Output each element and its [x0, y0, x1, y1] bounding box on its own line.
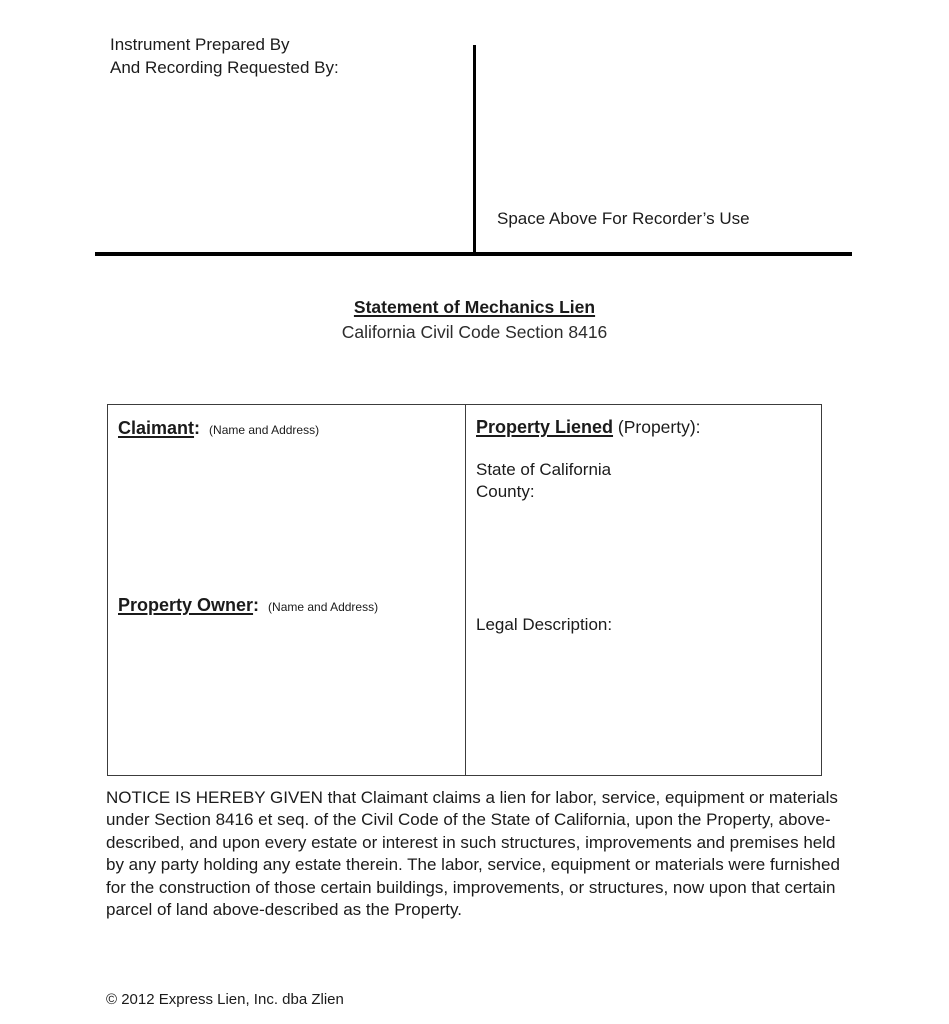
claimant-label: Claimant: [118, 418, 201, 438]
property-owner-hint: (Name and Address) [268, 600, 379, 614]
property-liened-suffix: (Property): [613, 417, 701, 437]
claimant-owner-cell [108, 405, 466, 775]
property-liened-label: Property Liened [476, 417, 614, 437]
property-liened-cell [466, 405, 821, 775]
recorder-horizontal-divider [95, 252, 852, 256]
prepared-by-line1: Instrument Prepared By [110, 35, 290, 54]
state-line: State of California [476, 460, 612, 479]
space-above-recorder-label: Space Above For Recorder’s Use [497, 209, 750, 228]
prepared-by-label [110, 33, 339, 79]
property-liened-heading [476, 417, 701, 438]
property-owner-label: Property Owner: [118, 595, 260, 615]
claimant-heading [118, 418, 319, 439]
notice-paragraph: NOTICE IS HEREBY GIVEN that Claimant claims a lien for labor, service, equipment or materials under Section 8416 et seq. of the Civil Code of the State of California, upon the Property, above-described, and upon every estate or interest in such structures, improvements and premises held by any party holding any estate therein. The labor, service, equipment or materials were furnished for the construction of those certain buildings, improvements, or structures, now upon that certain parcel of land above-described as the Property. [106, 788, 840, 920]
page-title: Statement of Mechanics Lien [353, 297, 596, 317]
claimant-hint: (Name and Address) [209, 423, 320, 437]
prepared-by-line2: And Recording Requested By: [110, 58, 339, 77]
legal-description-label: Legal Description: [476, 615, 613, 634]
parties-table [107, 404, 822, 776]
title-block [0, 297, 949, 343]
property-owner-heading [118, 595, 378, 616]
county-line: County: [476, 482, 535, 501]
recorder-vertical-divider [473, 45, 476, 256]
page-subtitle: California Civil Code Section 8416 [341, 322, 608, 342]
copyright-footer: © 2012 Express Lien, Inc. dba Zlien [106, 991, 344, 1008]
